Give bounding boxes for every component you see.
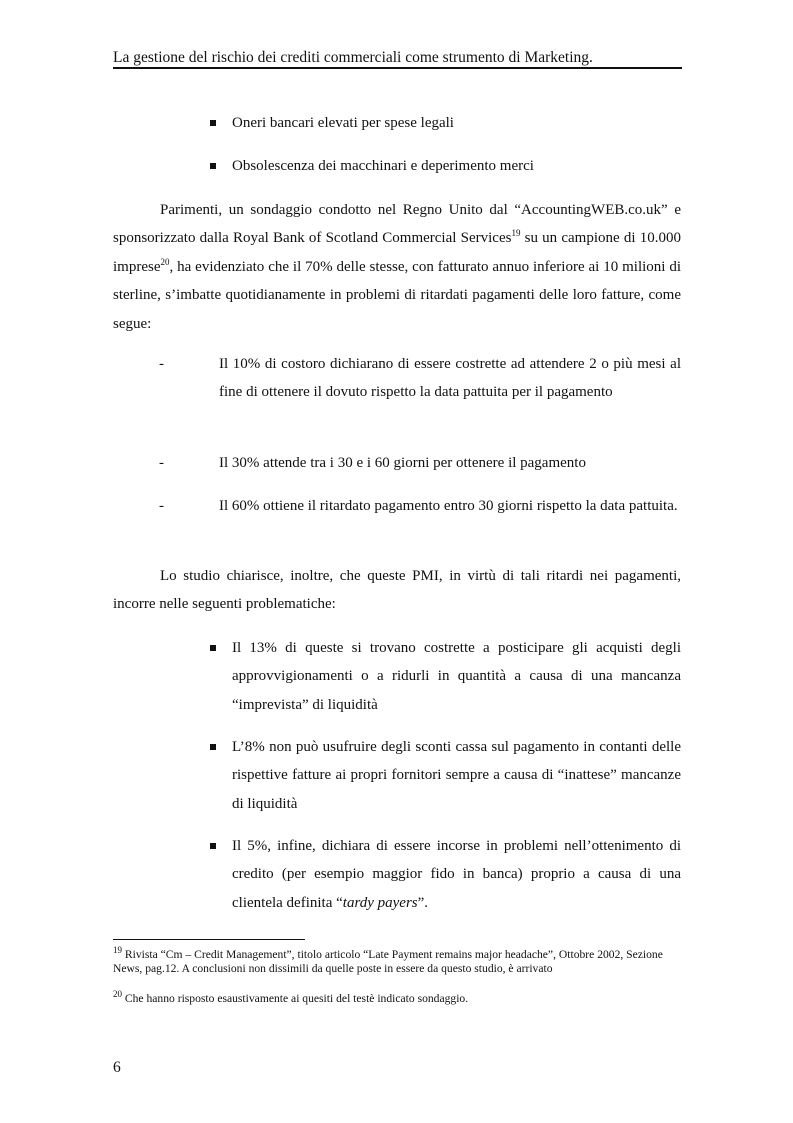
paragraph-survey: Parimenti, un sondaggio condotto nel Regno Unito dal “AccountingWEB.co.uk” e sponsorizzato dalla Royal Bank of Scotland Commercial Services$^{19}$ su un campione di 10.000 imprese$^{20}$, ha evidenziato che il 70% delle stesse, con fatturato annuo inferiore ai 10 milioni di sterline, s’imbatte quotidianamente in problemi di ritardati pagamenti delle loro fatture, come segue: xyxy=(113,202,681,332)
bullet-square xyxy=(210,744,216,750)
list-item: Il 13% di queste si trovano costrette a posticipare gli acquisti degli approvvigionamenti o a ridurli in quantità a causa di una mancanza “imprevista” di liquidità xyxy=(232,640,681,713)
dash-marker: - xyxy=(159,498,164,514)
footnote-ref-19: 19 xyxy=(511,228,521,239)
header-rule xyxy=(113,67,682,69)
page-number: 6 xyxy=(113,1059,121,1076)
footnote-20: $^{20}$ Che hanno risposto esaustivamente ai quesiti del testè indicato sondaggio. xyxy=(113,989,469,1005)
bullet-square xyxy=(210,645,216,651)
footnote-ref-20: 20 xyxy=(160,256,170,267)
list-item: Oneri bancari elevati per spese legali xyxy=(232,115,454,131)
header-title: La gestione del rischio dei crediti commerciali come strumento di Marketing. xyxy=(113,49,593,66)
list-item: Il 5%, infine, dichiara di essere incorse in problemi nell’ottenimento di credito (per esempio maggior fido in banca) proprio a causa di una clientela definita “tardy payers”. xyxy=(232,838,681,911)
paragraph-study: Lo studio chiarisce, inoltre, che queste PMI, in virtù di tali ritardi nei pagamenti, incorre nelle seguenti problematiche: xyxy=(113,568,681,613)
list-item: Il 60% ottiene il ritardato pagamento entro 30 giorni rispetto la data pattuita. xyxy=(219,498,678,514)
bullet-square xyxy=(210,843,216,849)
footnote-19: $^{19}$ Rivista “Cm – Credit Management”, titolo articolo “Late Payment remains major headache”, Ottobre 2002, Sezione News, pag.12. A conclusioni non dissimili da quelle poste in essere da questo studio, è arrivato xyxy=(113,945,663,975)
bullet-square xyxy=(210,163,216,169)
dash-marker: - xyxy=(159,455,164,471)
bullet-square xyxy=(210,120,216,126)
tardy-payers-emphasis: tardy payers xyxy=(342,894,418,911)
list-item: Il 30% attende tra i 30 e i 60 giorni per ottenere il pagamento xyxy=(219,455,586,471)
footnote-rule xyxy=(113,939,305,940)
list-item: Il 10% di costoro dichiarano di essere costrette ad attendere 2 o più mesi al fine di ottenere il dovuto rispetto la data pattuita per il pagamento xyxy=(219,356,681,401)
list-item: L’8% non può usufruire degli sconti cassa sul pagamento in contanti delle rispettive fatture ai propri fornitori sempre a causa di “inattese” mancanze di liquidità xyxy=(232,739,681,812)
list-item: Obsolescenza dei macchinari e deperimento merci xyxy=(232,158,534,174)
dash-marker: - xyxy=(159,356,164,372)
